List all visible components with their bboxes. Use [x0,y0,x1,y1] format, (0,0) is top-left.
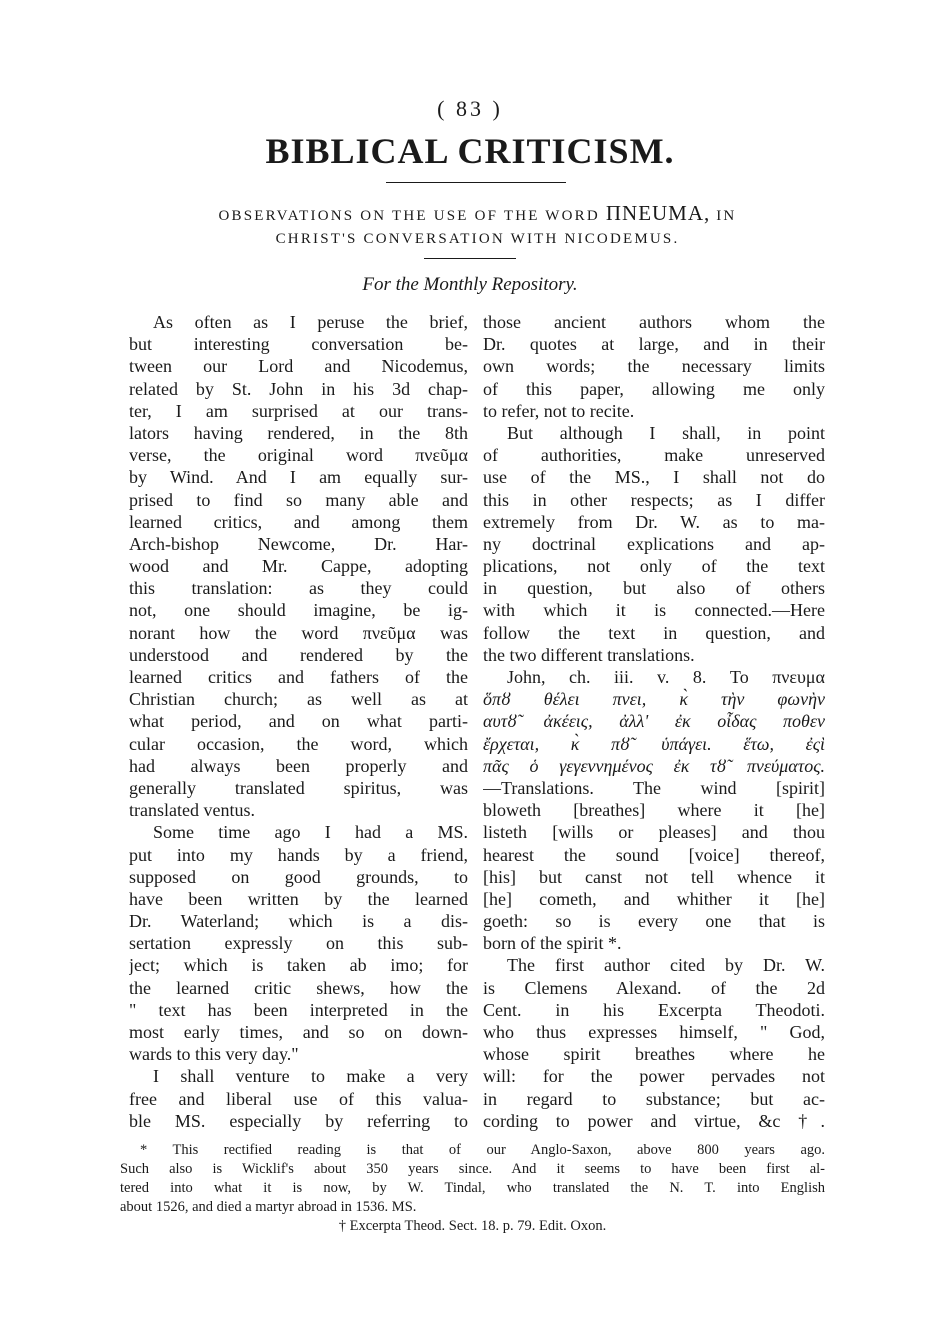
text-line: born of the spirit *. [483,933,622,954]
text-line: sertation expressly on this sub- [129,933,468,954]
text-line: prised to find so many able and [129,489,468,510]
subtitle-line1-pre: OBSERVATIONS ON THE USE OF THE WORD [218,208,606,224]
text-line: bloweth [breathes] where it [he] [483,800,825,821]
title-rule [386,182,566,183]
subtitle-line2: CHRIST'S CONVERSATION WITH NICODEMUS. [275,231,680,247]
text-line: cular occasion, the word, which [129,733,468,754]
text-line: had always been properly and [129,755,468,776]
text-line: translated ventus. [129,800,255,821]
text-line: John, ch. iii. v. 8. Το πνευμα [507,667,825,687]
page-number: ( 83 ) [437,96,503,121]
text-line: wood and Mr. Cappe, adopting [129,556,468,577]
subtitle-word: ΠNEUMA, [605,201,711,225]
text-line: understood and rendered by the [129,644,468,665]
text-line: generally translated spiritus, was [129,777,468,798]
text-line: " text has been interpreted in the [129,999,468,1020]
text-line: —Translations. The wind [spirit] [483,777,825,798]
text-line: ny doctrinal explications and ap- [483,533,825,554]
text-line: verse, the original word πνεῦμα [129,445,468,466]
text-line: cording to power and virtue, &c †. [483,1110,825,1131]
text-line: this in other respects; as I differ [483,489,825,510]
text-line: related by St. John in his 3d chap- [129,378,468,399]
text-line: But although I shall, in point [507,422,825,443]
text-line: of this paper, allowing me only [483,378,825,399]
text-line: extremely from Dr. W. as to ma- [483,511,825,532]
text-line: Christian church; as well as at [129,689,468,710]
text-line: hearest the sound [voice] thereof, [483,844,825,865]
text-line: the learned critic shews, how the [129,977,468,998]
footnote-line: tered into what it is now, by W. Tindal, who translated the N. T. into English [120,1180,825,1196]
subtitle-line1-post: IN [710,208,737,224]
text-line: ἔρχεται, κ̀ πȣ̃ ὑπάγει. ἕτω, ἐςὶ [483,733,825,754]
text-line: goeth: so is every one that is [483,911,825,932]
footnote-line: about 1526, and died a martyr abroad in 1536. MS. [120,1199,417,1215]
text-line: use of the MS., I shall not do [483,467,825,488]
right-column [483,311,825,1132]
text-line: tween our Lord and Nicodemus, [129,356,468,377]
subtitle-rule [424,258,516,259]
footnotes [120,1141,825,1236]
text-line: wards to this very day." [129,1044,299,1065]
text-line: αυτȣ̃ ἀκέεις, ἀλλ' ἐκ οἶδας ποθεν [483,711,825,732]
text-line: to refer, not to recite. [483,400,635,421]
footnote-line: * This rectified reading is that of our Anglo-Saxon, above 800 years ago. [140,1142,825,1158]
text-line: As often as I peruse the brief, [153,312,468,332]
text-line: those ancient authors whom the [483,312,825,332]
text-line: what period, and on what parti- [129,711,468,732]
text-line: norant how the word πνεῦμα was [129,622,468,643]
text-line: listeth [wills or pleases] and thou [483,822,825,843]
text-line: ble MS. especially by referring to [129,1110,468,1131]
text-line: Arch-bishop Newcome, Dr. Har- [129,533,468,554]
text-line: the two different translations. [483,644,695,665]
byline: For the Monthly Repository. [362,274,578,295]
text-line: ject; which is taken ab imo; for [129,955,468,976]
text-line: put into my hands by a friend, [129,844,468,865]
text-line: Some time ago I had a MS. [153,822,468,843]
text-line: in question, but also of others [483,578,825,599]
text-line: not, one should imagine, be ig- [129,600,468,621]
text-line: ὅπȣ θέλει πνει, κ̀ τὴν φωνὴν [483,689,825,710]
text-line: plications, not only of the text [483,556,825,577]
left-column [129,311,468,1132]
text-line: learned critics and fathers of the [129,667,468,687]
text-line: of authorities, make unreserved [483,445,825,466]
text-line: lators having rendered, in the 8th [129,422,468,443]
text-line: [he] cometh, and whither it [he] [483,888,825,909]
text-line: who thus expresses himself, " God, [483,1022,825,1042]
text-line: have been written by the learned [129,888,468,909]
text-line: by Wind. And I am equally sur- [129,467,468,488]
text-line: free and liberal use of this valua- [129,1088,468,1109]
article-subtitle [130,202,825,251]
page-title: BIBLICAL CRITICISM. [265,131,675,171]
text-line: with which it is connected.—Here [483,600,825,621]
text-line: Cent. in his Excerpta Theodoti. [483,999,825,1020]
text-line: Dr. quotes at large, and in their [483,334,825,355]
text-line: this translation: as they could [129,578,468,599]
text-line: supposed on good grounds, to [129,866,468,887]
text-line: πᾶς ὁ γεγεννημένος ἐκ τȣ̃ πνεύματος. [483,755,825,776]
text-line: is Clemens Alexand. of the 2d [483,977,825,998]
text-line: but interesting conversation be- [129,334,468,355]
text-line: in regard to substance; but ac- [483,1088,825,1109]
text-line: own words; the necessary limits [483,356,825,377]
text-line: whose spirit breathes where he [483,1044,825,1065]
text-line: most early times, and so on down- [129,1022,468,1042]
text-line: follow the text in question, and [483,622,825,643]
text-line: ter, I am surprised at our trans- [129,400,468,421]
text-line: The first author cited by Dr. W. [507,955,825,976]
text-line: will: for the power pervades not [483,1066,825,1087]
footnote-line: Such also is Wicklif's about 350 years since. And it seems to have been first al- [120,1161,825,1177]
text-line: I shall venture to make a very [153,1066,468,1087]
text-line: [his] but canst not tell whence it [483,866,825,887]
footnote-line: † Excerpta Theod. Sect. 18. p. 79. Edit. Oxon. [338,1218,607,1234]
text-line: Dr. Waterland; which is a dis- [129,911,468,932]
text-line: learned critics, and among them [129,511,468,532]
